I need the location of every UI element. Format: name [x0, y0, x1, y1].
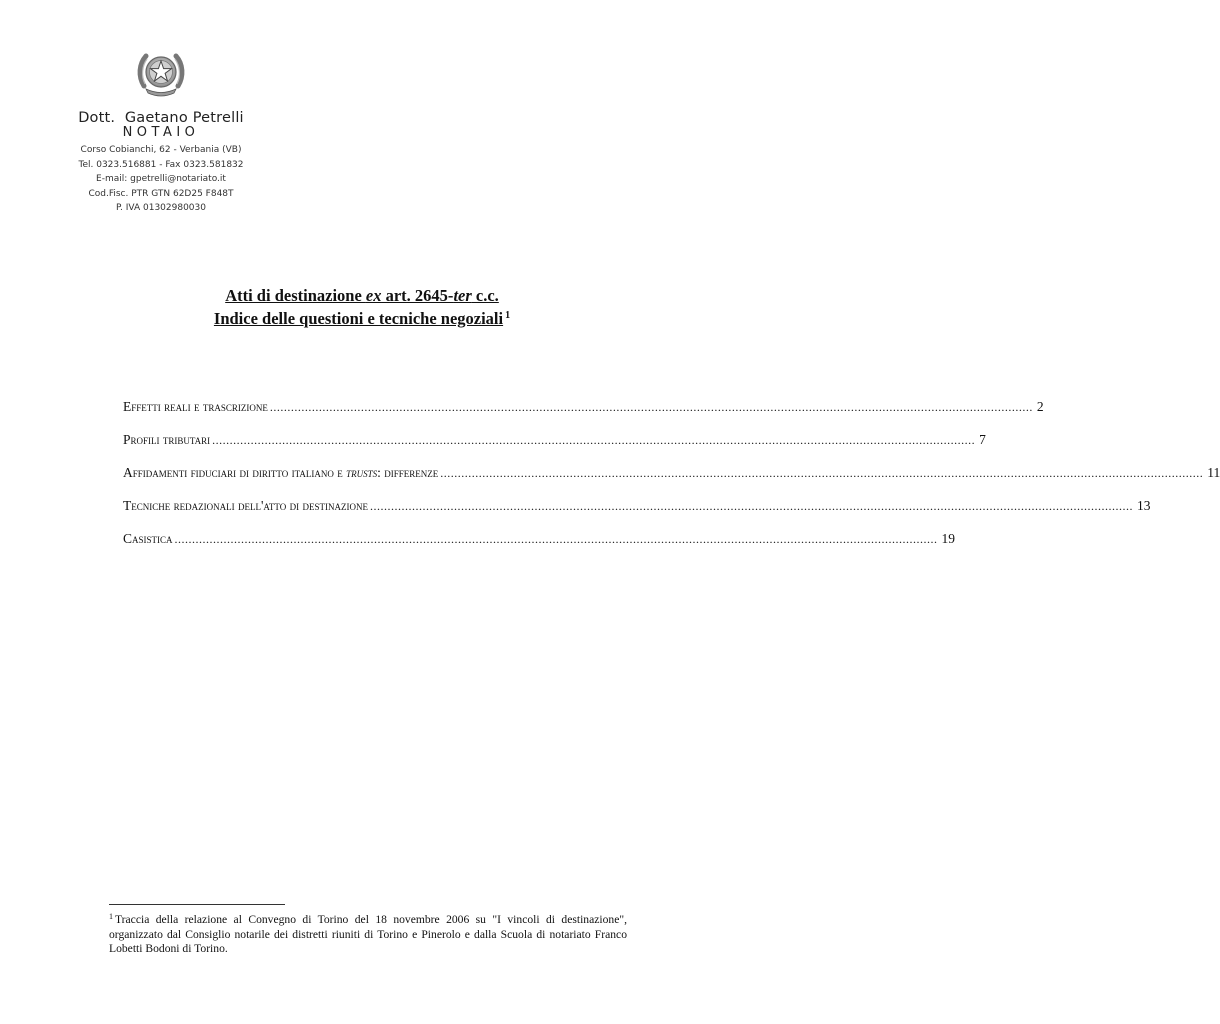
toc-entry-page: 13: [1136, 498, 1151, 513]
notary-tax-code: Cod.Fisc. PTR GTN 62D25 F848T: [88, 188, 234, 199]
toc-entry[interactable]: [123, 432, 986, 452]
toc-entry[interactable]: [123, 531, 956, 551]
notary-title: NOTAIO: [122, 125, 200, 140]
toc-entry-page: 2: [1036, 399, 1044, 414]
republic-emblem-icon: [136, 46, 186, 98]
toc-dot-leader: ..........................................................................................................................................................................................................................: [212, 433, 976, 447]
toc-entry[interactable]: [123, 465, 1220, 485]
table-of-contents: [123, 399, 1220, 564]
toc-entry-label: Profili tributari: [123, 432, 211, 447]
footnote-number: 1: [109, 912, 113, 921]
notary-name: Dott. Gaetano Petrelli: [78, 110, 244, 126]
toc-entry-page: 7: [979, 432, 986, 447]
notary-phone: Tel. 0323.516881 - Fax 0323.581832: [78, 159, 244, 170]
notary-address: Corso Cobianchi, 62 - Verbania (VB): [80, 145, 242, 155]
letterhead: [60, 110, 262, 216]
footnote: [109, 910, 627, 957]
title-line-1: Atti di destinazione ex art. 2645-ter c.c.: [225, 286, 499, 305]
footnote-reference[interactable]: 1: [505, 310, 511, 321]
notary-email: E-mail: gpetrelli@notariato.it: [96, 174, 226, 185]
toc-dot-leader: ..........................................................................................................................................................................................................................: [174, 532, 938, 546]
toc-entry-page: 11: [1207, 465, 1220, 480]
toc-entry-label: Affidamenti fiduciari di diritto italiano e trusts: differenze: [123, 465, 439, 480]
toc-entry-label: Casistica: [123, 531, 173, 546]
toc-dot-leader: ..........................................................................................................................................................................................................................: [269, 400, 1033, 414]
toc-entry-label: Effetti reali e trascrizione: [123, 399, 268, 414]
notary-vat: P. IVA 01302980030: [116, 203, 206, 214]
toc-entry[interactable]: [123, 399, 1044, 419]
toc-entry-page: 19: [941, 531, 956, 546]
title-line-2: Indice delle questioni e tecniche negoziali: [213, 309, 504, 328]
footnote-text: Traccia della relazione al Convegno di Torino del 18 novembre 2006 su "I vincoli di destinazione", organizzato dal Consiglio notarile dei distretti riuniti di Torino e Pinerolo e dalla Scuola di notariato Franco Lobetti Bodoni di Torino.: [109, 913, 627, 955]
toc-dot-leader: ..........................................................................................................................................................................................................................: [369, 499, 1133, 513]
toc-entry-label: Tecniche redazionali dell'atto di destinazione: [123, 498, 368, 513]
document-title: [0, 286, 724, 329]
toc-dot-leader: ..........................................................................................................................................................................................................................: [440, 466, 1204, 480]
toc-entry[interactable]: [123, 498, 1151, 518]
footnote-separator: [109, 904, 285, 905]
